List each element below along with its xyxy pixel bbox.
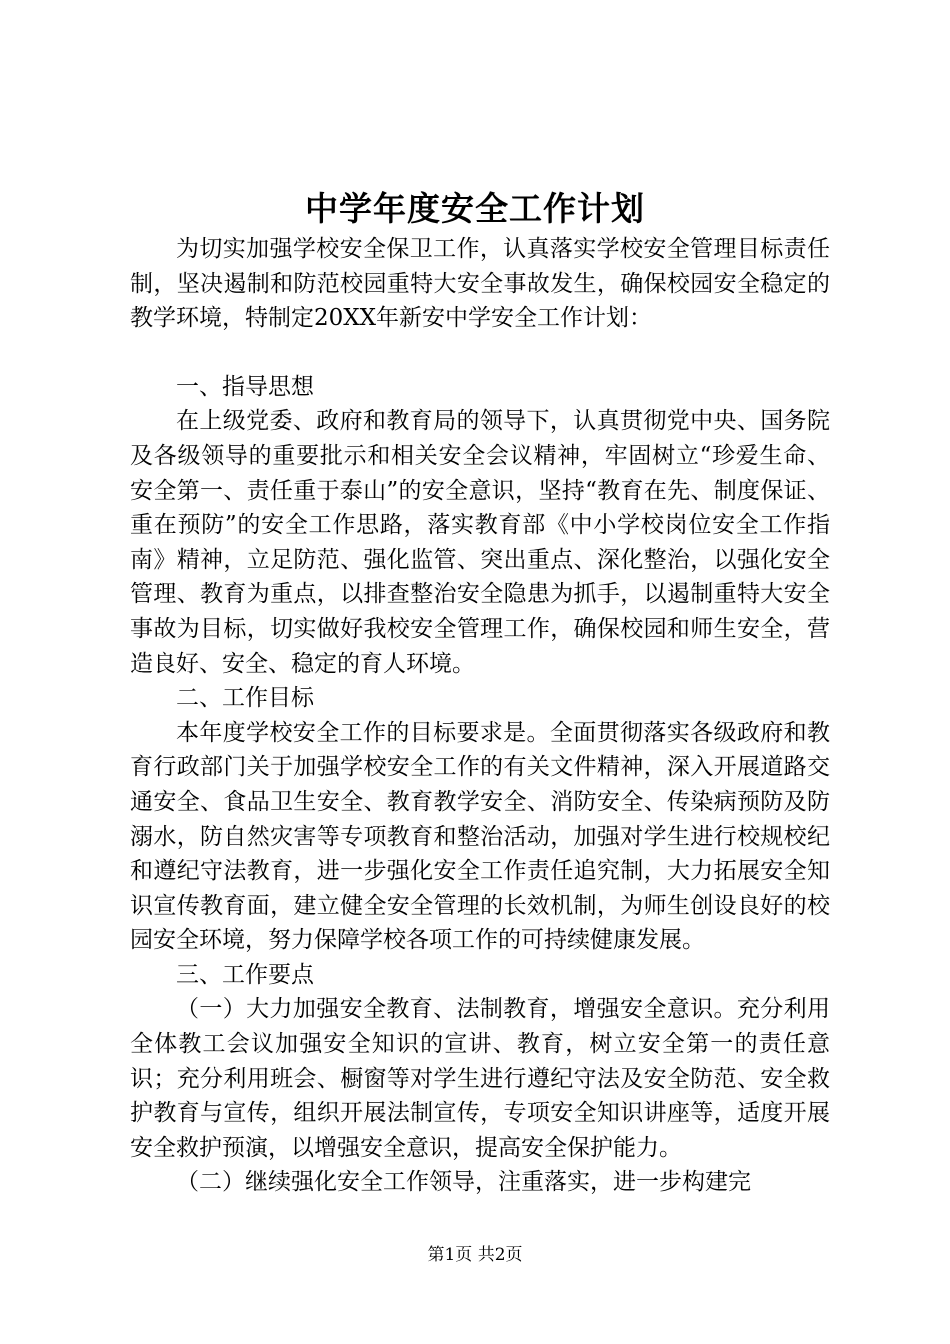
section-heading-work-goals: 二、工作目标 (176, 685, 314, 712)
document-title: 中学年度安全工作计划 (305, 189, 645, 228)
document-body (130, 232, 830, 1200)
section-heading-work-points: 三、工作要点 (176, 961, 314, 988)
work-point-2-paragraph: （二）继续强化安全工作领导，注重落实，进一步构建完 (176, 1169, 751, 1196)
work-goals-paragraph: 本年度学校安全工作的目标要求是。全面贯彻落实各级政府和教育行政部门关于加强学校安全工作的有关文件精神，深入开展道路交通安全、食品卫生安全、教育教学安全、消防安全、传染病预防及防溺水，防自然灾害等专项教育和整治活动，加强对学生进行校规校纪和遵纪守法教育，进一步强化安全工作责任追究制，大力拓展安全知识宣传教育面，建立健全安全管理的长效机制，为师生创设良好的校园安全环境，努力保障学校各项工作的可持续健康发展。 (130, 719, 830, 954)
work-point-1-paragraph: （一）大力加强安全教育、法制教育，增强安全意识。充分利用全体教工会议加强安全知识的宣讲、教育，树立安全第一的责任意识；充分利用班会、橱窗等对学生进行遵纪守法及安全防范、安全救护教育与宣传，组织开展法制宣传，专项安全知识讲座等，适度开展安全救护预演，以增强安全意识，提高安全保护能力。 (130, 996, 830, 1161)
guiding-ideology-paragraph: 在上级党委、政府和教育局的领导下，认真贯彻党中央、国务院及各级领导的重要批示和相关安全会议精神，牢固树立“珍爱生命、安全第一、责任重于泰山”的安全意识，坚持“教育在先、制度保证、重在预防”的安全工作思路，落实教育部《中小学校岗位安全工作指南》精神，立足防范、强化监管、突出重点、深化整治，以强化安全管理、教育为重点，以排查整治安全隐患为抓手，以遏制重特大安全事故为目标，切实做好我校安全管理工作，确保校园和师生安全，营造良好、安全、稳定的育人环境。 (130, 408, 830, 677)
intro-paragraph: 为切实加强学校安全保卫工作，认真落实学校安全管理目标责任制，坚决遏制和防范校园重特大安全事故发生，确保校园安全稳定的教学环境，特制定20XX年新安中学安全工作计划： (130, 236, 830, 332)
section-heading-guiding-ideology: 一、指导思想 (176, 373, 314, 400)
page-number-footer: 第1页 共2页 (427, 1245, 523, 1265)
